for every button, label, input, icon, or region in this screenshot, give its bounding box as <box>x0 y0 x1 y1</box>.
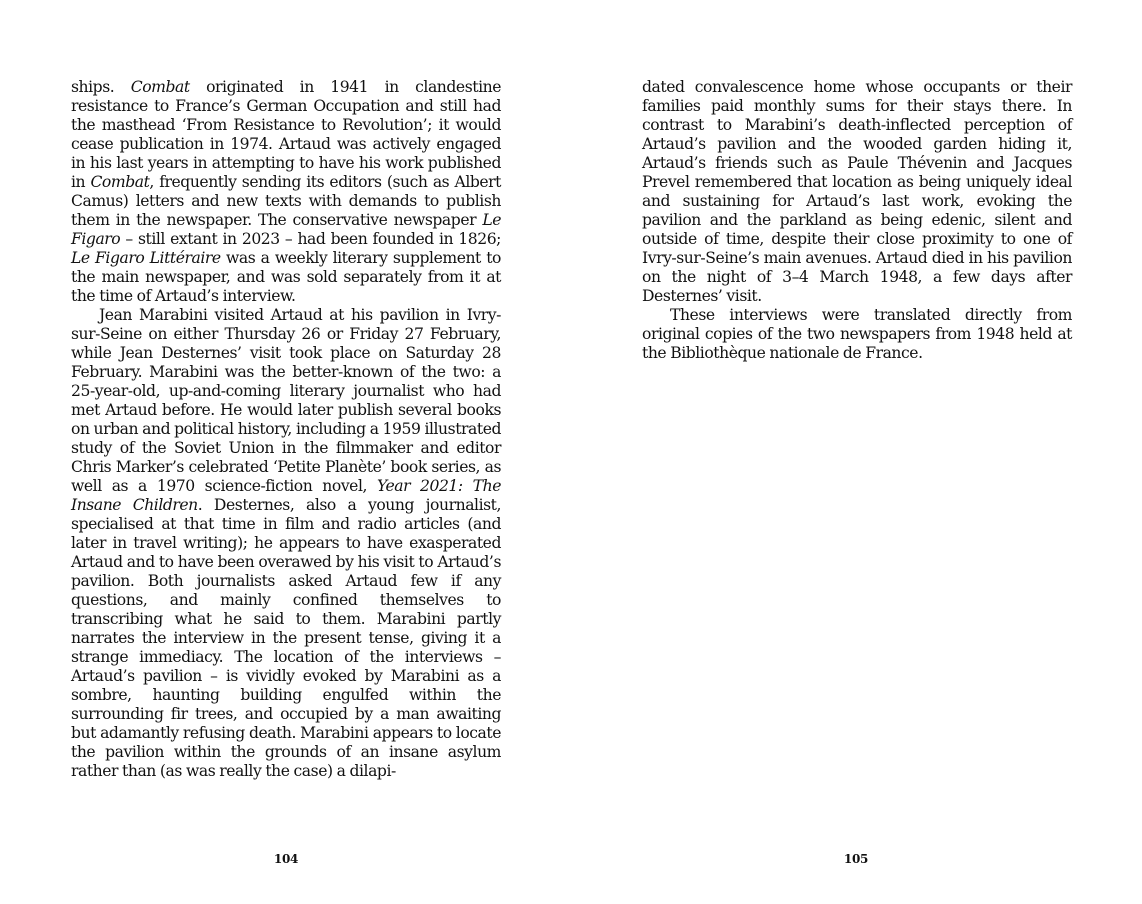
page-number-left: 104 <box>273 852 299 866</box>
page-number-right: 105 <box>843 852 869 866</box>
text-run: was a weekly literary supplement to the main newspaper, and was sold separately from it at the time of Artaud’s interview. <box>71 249 501 305</box>
newspaper-title-combat: Combat <box>130 78 190 96</box>
text-run: Jean Marabini visited Artaud at his pavilion in Ivry-sur-Seine on either Thursday 26 or Friday 27 February, while Jean Desternes’ visit took place on Saturday 28 February. Marabini was the better-known of the two: a 25-year-old, up-and-coming literary journalist who had met Artaud before. He would later publish several books on urban and political history, including a 1959 illustrated study of the Soviet Union in the filmmaker and editor Chris Marker’s celebrated ‘Petite Planète’ book series, as well as a 1970 science-fiction novel, <box>71 306 501 495</box>
newspaper-title-le-figaro-litteraire: Le Figaro Littéraire <box>71 249 221 267</box>
right-page <box>642 0 1072 363</box>
text-run: , frequently sending its editors (such as Albert Camus) letters and new texts with demands to publish them in the newspaper. The conservative newspaper <box>71 173 502 229</box>
text-run: ships. <box>71 78 131 96</box>
left-page <box>71 0 501 781</box>
novel-title: Year 2021: The Insane Children <box>71 477 501 514</box>
text-run: – still extant in 2023 – had been founded in 1826; <box>120 230 501 248</box>
text-run: originated in 1941 in clandestine resistance to France’s German Occupation and still had the masthead ‘From Resistance to Revolution’; it would cease publication in 1974. Artaud was actively engaged in his last years in attempting to have his work published in <box>71 78 501 191</box>
left-paragraph-1 <box>71 78 501 306</box>
right-paragraph-2: These interviews were translated directly from original copies of the two newspapers from 1948 held at the Bibliothèque nationale de France. <box>642 306 1072 362</box>
newspaper-title-combat: Combat <box>90 173 150 191</box>
left-paragraph-2 <box>71 306 501 781</box>
text-run: . Desternes, also a young journalist, specialised at that time in film and radio articles (and later in travel writing); he appears to have exasperated Artaud and to have been overawed by his visit to Artaud’s pavilion. Both journalists asked Artaud few if any questions, and mainly confined themselves to transcribing what he said to them. Marabini partly narrates the interview in the present tense, giving it a strange immediacy. The location of the interviews – Artaud’s pavilion – is vividly evoked by Marabini as a sombre, haunting building engulfed within the surrounding fir trees, and occupied by a man awaiting but adamantly refusing death. Marabini appears to locate the pavilion within the grounds of an insane asylum rather than (as was really the case) a dilapi- <box>71 496 501 780</box>
right-paragraph-1: dated convalescence home whose occupants or their families paid monthly sums for their stays there. In contrast to Marabini’s death-inflected perception of Artaud’s pavilion and the wooded garden hiding it, Artaud’s friends such as Paule Thévenin and Jacques Prevel remembered that location as being uniquely ideal and sustaining for Artaud’s last work, evoking the pavilion and the parkland as being edenic, silent and outside of time, despite their close proximity to one of Ivry-sur-Seine’s main avenues. Artaud died in his pavilion on the night of 3–4 March 1948, a few days after Desternes’ visit. <box>642 78 1072 305</box>
newspaper-title-le-figaro: Le Figaro <box>71 211 501 248</box>
